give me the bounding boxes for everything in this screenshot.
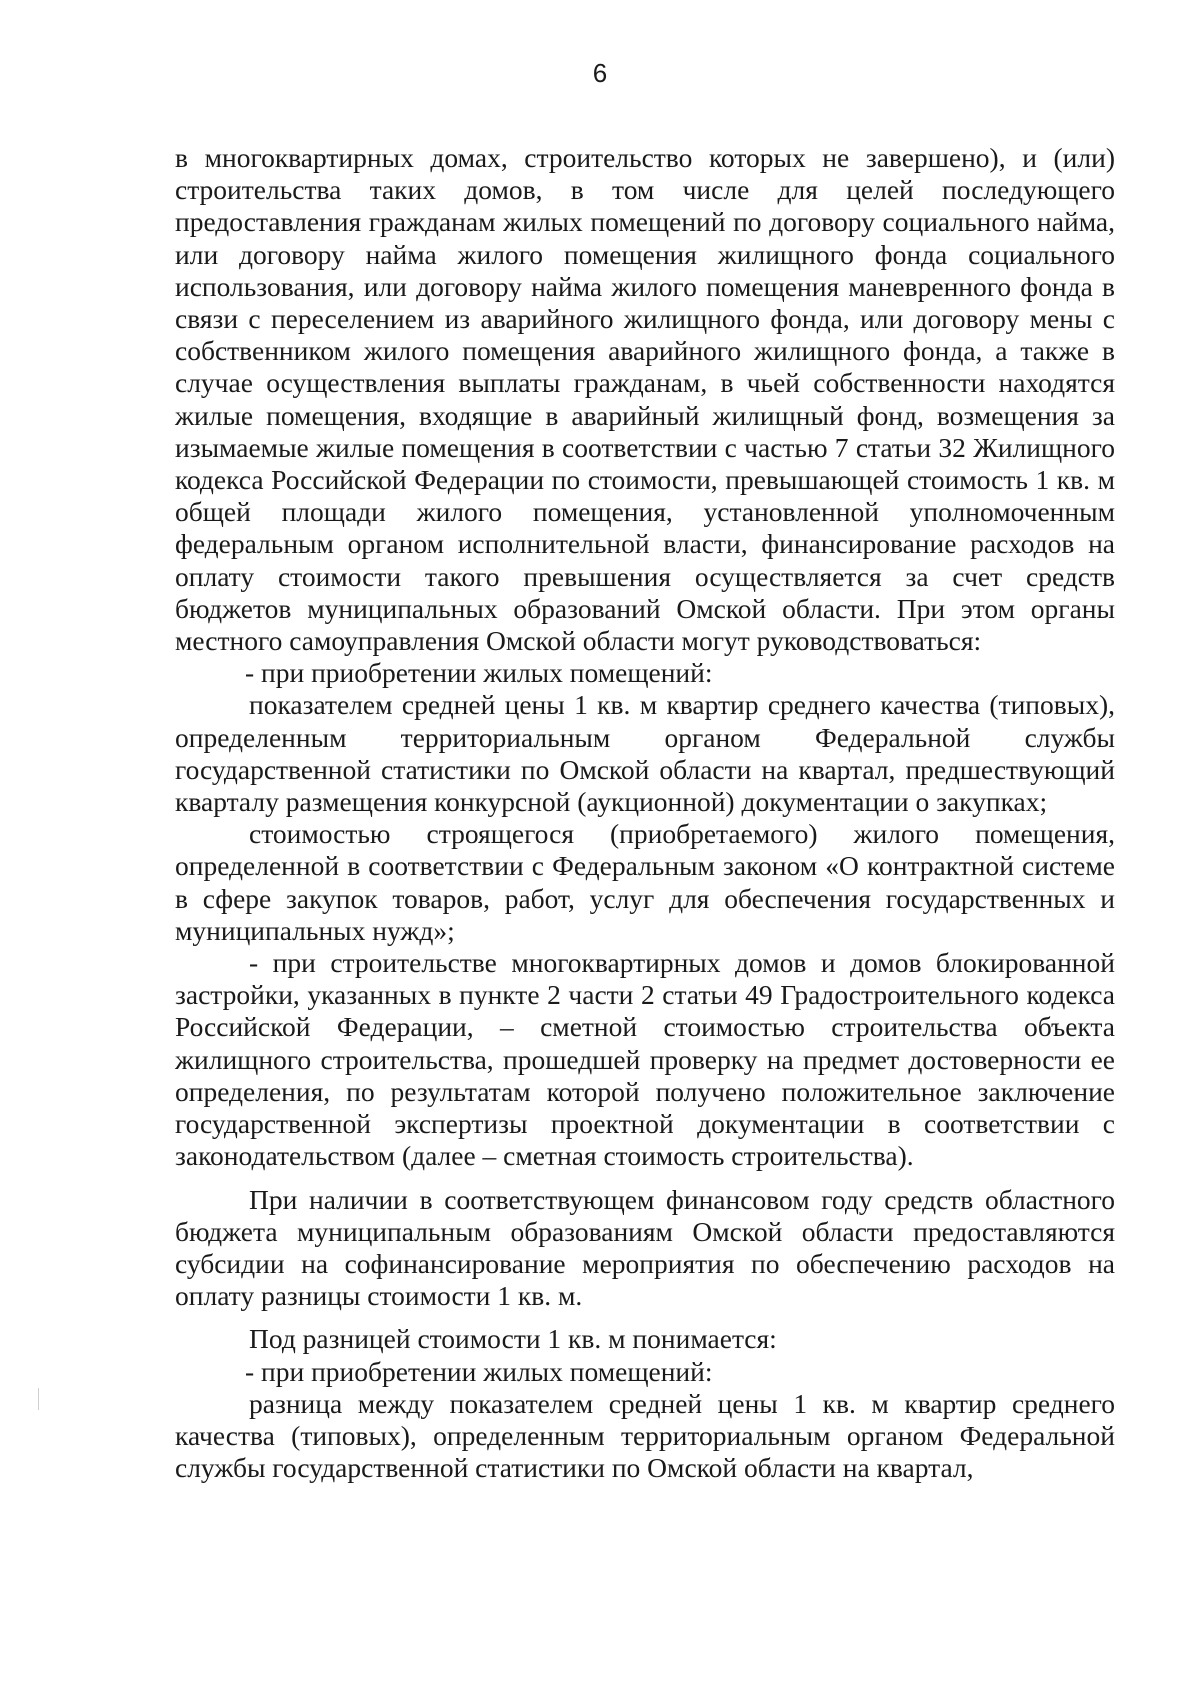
- page-number: 6: [592, 58, 608, 88]
- paragraph-construction-cost: стоимостью строящегося (приобретаемого) жилого помещения, определенной в соответствии с Федеральным законом «О контрактной системе в сфере закупок товаров, работ, услуг для обеспечения государственных и муниципальных нужд»;: [175, 818, 1115, 946]
- paragraph-acquisition-heading-2: - при приобретении жилых помещений:: [245, 1355, 713, 1387]
- scan-artifact: [38, 1388, 39, 1410]
- paragraph-difference-definition: Под разницей стоимости 1 кв. м понимается:: [249, 1323, 777, 1355]
- paragraph-construction-heading: - при строительстве многоквартирных домов и домов блокированной застройки, указанных в пункте 2 части 2 статьи 49 Градостроительного кодекса Российской Федерации, – сметной стоимостью строительства объекта жилищного строительства, прошедшей проверку на предмет достоверности ее определения, по результатам которой получено положительное заключение государственной экспертизы проектной документации в соответствии с законодательством (далее – сметная стоимость строительства).: [175, 947, 1115, 1172]
- paragraph-continuation: в многоквартирных домах, строительство которых не завершено), и (или) строительства таких домов, в том числе для целей последующего предоставления гражданам жилых помещений по договору социального найма, или договору найма жилого помещения жилищного фонда социального использования, или договору найма жилого помещения маневренного фонда в связи с переселением из аварийного жилищного фонда, или договору мены с собственником жилого помещения аварийного жилищного фонда, а также в случае осуществления выплаты гражданам, в чьей собственности находятся жилые помещения, входящие в аварийный жилищный фонд, возмещения за изымаемые жилые помещения в соответствии с частью 7 статьи 32 Жилищного кодекса Российской Федерации по стоимости, превышающей стоимость 1 кв. м общей площади жилого помещения, установленной уполномоченным федеральным органом исполнительной власти, финансирование расходов на оплату стоимости такого превышения осуществляется за счет средств бюджетов муниципальных образований Омской области. При этом органы местного самоуправления Омской области могут руководствоваться:: [175, 142, 1115, 657]
- paragraph-average-price: показателем средней цены 1 кв. м квартир среднего качества (типовых), определенным территориальным органом Федеральной службы государственной статистики по Омской области на квартал, предшествующий кварталу размещения конкурсной (аукционной) документации о закупках;: [175, 689, 1115, 818]
- document-body: [175, 142, 1115, 1484]
- paragraph-acquisition-heading: - при приобретении жилых помещений:: [245, 657, 713, 689]
- paragraph-price-difference: разница между показателем средней цены 1 кв. м квартир среднего качества (типовых), определенным территориальным органом Федеральной службы государственной статистики по Омской области на квартал,: [175, 1387, 1115, 1484]
- paragraph-subsidies: При наличии в соответствующем финансовом году средств областного бюджета муниципальным образованиям Омской области предоставляются субсидии на софинансирование мероприятия по обеспечению расходов на оплату разницы стоимости 1 кв. м.: [175, 1183, 1115, 1312]
